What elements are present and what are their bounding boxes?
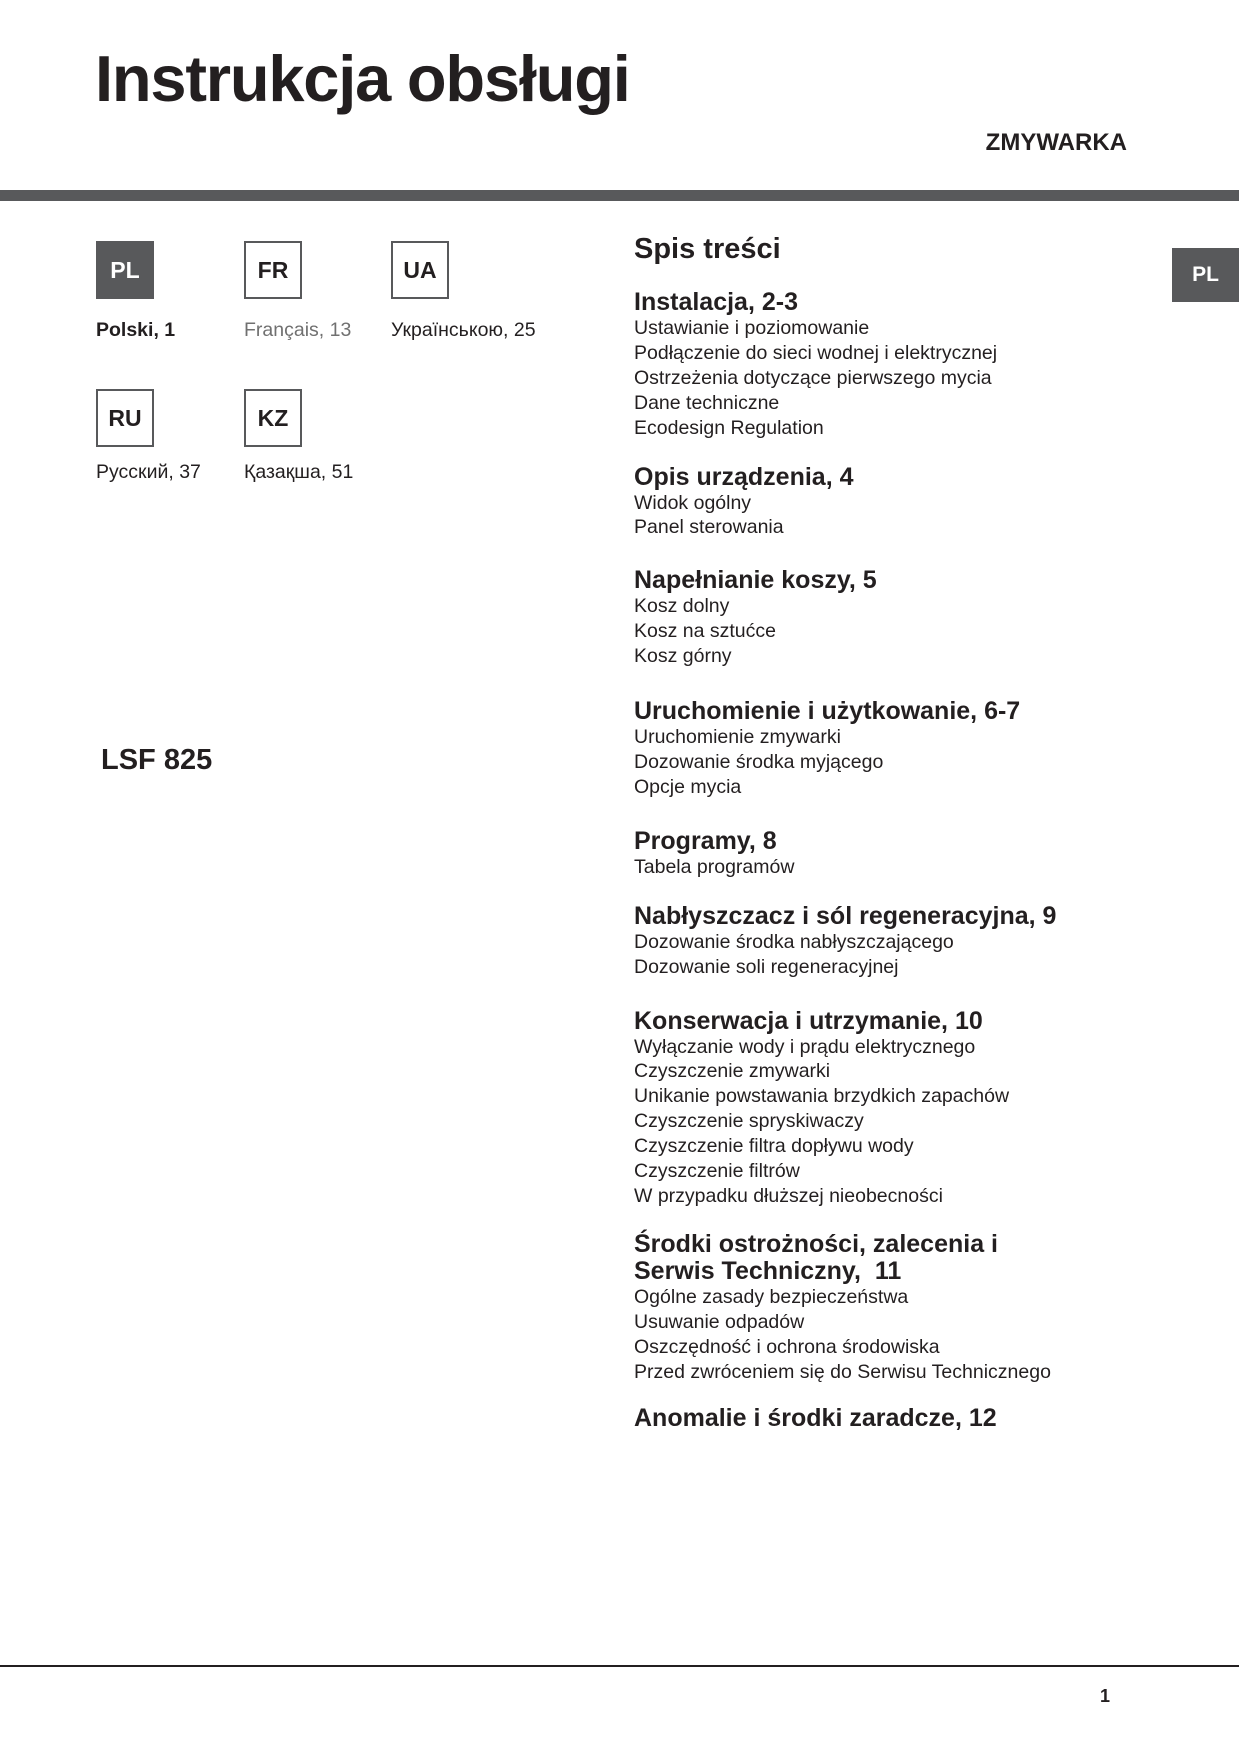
document-title: Instrukcja obsługi xyxy=(95,42,630,115)
toc-item: Ostrzeżenia dotyczące pierwszego mycia xyxy=(634,366,992,389)
toc-item: Widok ogólny xyxy=(634,491,752,514)
toc-section-heading: Nabłyszczacz i sól regeneracyjna, 9 xyxy=(634,901,1057,930)
toc-section-heading: Instalacja, 2-3 xyxy=(634,288,798,316)
toc-item: Przed zwróceniem się do Serwisu Technicznego xyxy=(634,1360,1051,1383)
table-of-contents xyxy=(634,233,1164,1432)
language-box-ru: RU xyxy=(96,389,154,447)
toc-title: Spis treści xyxy=(634,233,781,265)
toc-section-heading: Uruchomienie i użytkowanie, 6-7 xyxy=(634,697,1021,726)
product-type: ZMYWARKA xyxy=(985,129,1127,156)
toc-section-heading: Programy, 8 xyxy=(634,826,777,855)
toc-section-heading: Konserwacja i utrzymanie, 10 xyxy=(634,1006,983,1035)
footer-rule xyxy=(0,1665,1239,1667)
toc-section xyxy=(634,828,1164,880)
toc-item: Dozowanie środka nabłyszczającego xyxy=(634,930,954,953)
language-box-kz: KZ xyxy=(244,389,302,447)
toc-section xyxy=(634,903,1164,980)
page-number: 1 xyxy=(1100,1686,1111,1706)
toc-item: Kosz na sztućce xyxy=(634,620,776,643)
toc-item: Oszczędność i ochrona środowiska xyxy=(634,1335,940,1358)
toc-item: Usuwanie odpadów xyxy=(634,1310,805,1333)
model-name: LSF 825 xyxy=(101,744,213,776)
toc-item: Dozowanie soli regeneracyjnej xyxy=(634,955,899,978)
toc-section xyxy=(634,1231,1164,1385)
toc-item: Wyłączanie wody i prądu elektrycznego xyxy=(634,1035,976,1058)
toc-item: Dane techniczne xyxy=(634,391,780,414)
language-box-fr: FR xyxy=(244,241,302,299)
language-label-fr: Français, 13 xyxy=(244,319,352,341)
header-divider-bar xyxy=(0,190,1239,201)
toc-section-heading: Anomalie i środki zaradcze, 12 xyxy=(634,1404,997,1433)
toc-item: Podłączenie do sieci wodnej i elektrycznej xyxy=(634,341,998,364)
toc-section xyxy=(634,698,1164,800)
toc-item: Dozowanie środka myjącego xyxy=(634,750,884,773)
language-label-ua: Українською, 25 xyxy=(391,319,536,341)
toc-item: Ecodesign Regulation xyxy=(634,416,824,439)
toc-section xyxy=(634,1405,1164,1432)
toc-item: Czyszczenie spryskiwaczy xyxy=(634,1110,864,1133)
language-box-pl: PL xyxy=(96,241,154,299)
language-label-kz: Қазақша, 51 xyxy=(244,461,354,483)
toc-item: W przypadku dłuższej nieobecności xyxy=(634,1184,943,1207)
toc-section-heading: Napełnianie koszy, 5 xyxy=(634,566,877,595)
toc-section-heading: Opis urządzenia, 4 xyxy=(634,462,854,491)
toc-item: Kosz górny xyxy=(634,645,732,668)
toc-section xyxy=(634,567,1164,669)
toc-item: Kosz dolny xyxy=(634,595,730,618)
toc-section xyxy=(634,1008,1164,1209)
toc-item: Opcje mycia xyxy=(634,775,742,798)
toc-section xyxy=(634,464,1164,541)
language-box-ua: UA xyxy=(391,241,449,299)
toc-item: Panel sterowania xyxy=(634,516,784,539)
toc-item: Ogólne zasady bezpieczeństwa xyxy=(634,1285,909,1308)
toc-item: Czyszczenie zmywarki xyxy=(634,1060,831,1083)
toc-section-heading: Środki ostrożności, zalecenia i Serwis Techniczny, 11 xyxy=(634,1229,999,1285)
toc-item: Tabela programów xyxy=(634,855,795,878)
language-label-pl: Polski, 1 xyxy=(96,319,176,341)
toc-item: Uruchomienie zmywarki xyxy=(634,726,841,749)
language-label-ru: Русский, 37 xyxy=(96,461,201,483)
toc-item: Czyszczenie filtra dopływu wody xyxy=(634,1135,914,1158)
toc-item: Czyszczenie filtrów xyxy=(634,1160,800,1183)
toc-section xyxy=(634,289,1164,441)
toc-item: Unikanie powstawania brzydkich zapachów xyxy=(634,1085,1010,1108)
language-side-tab: PL xyxy=(1172,248,1239,302)
toc-item: Ustawianie i poziomowanie xyxy=(634,317,870,339)
